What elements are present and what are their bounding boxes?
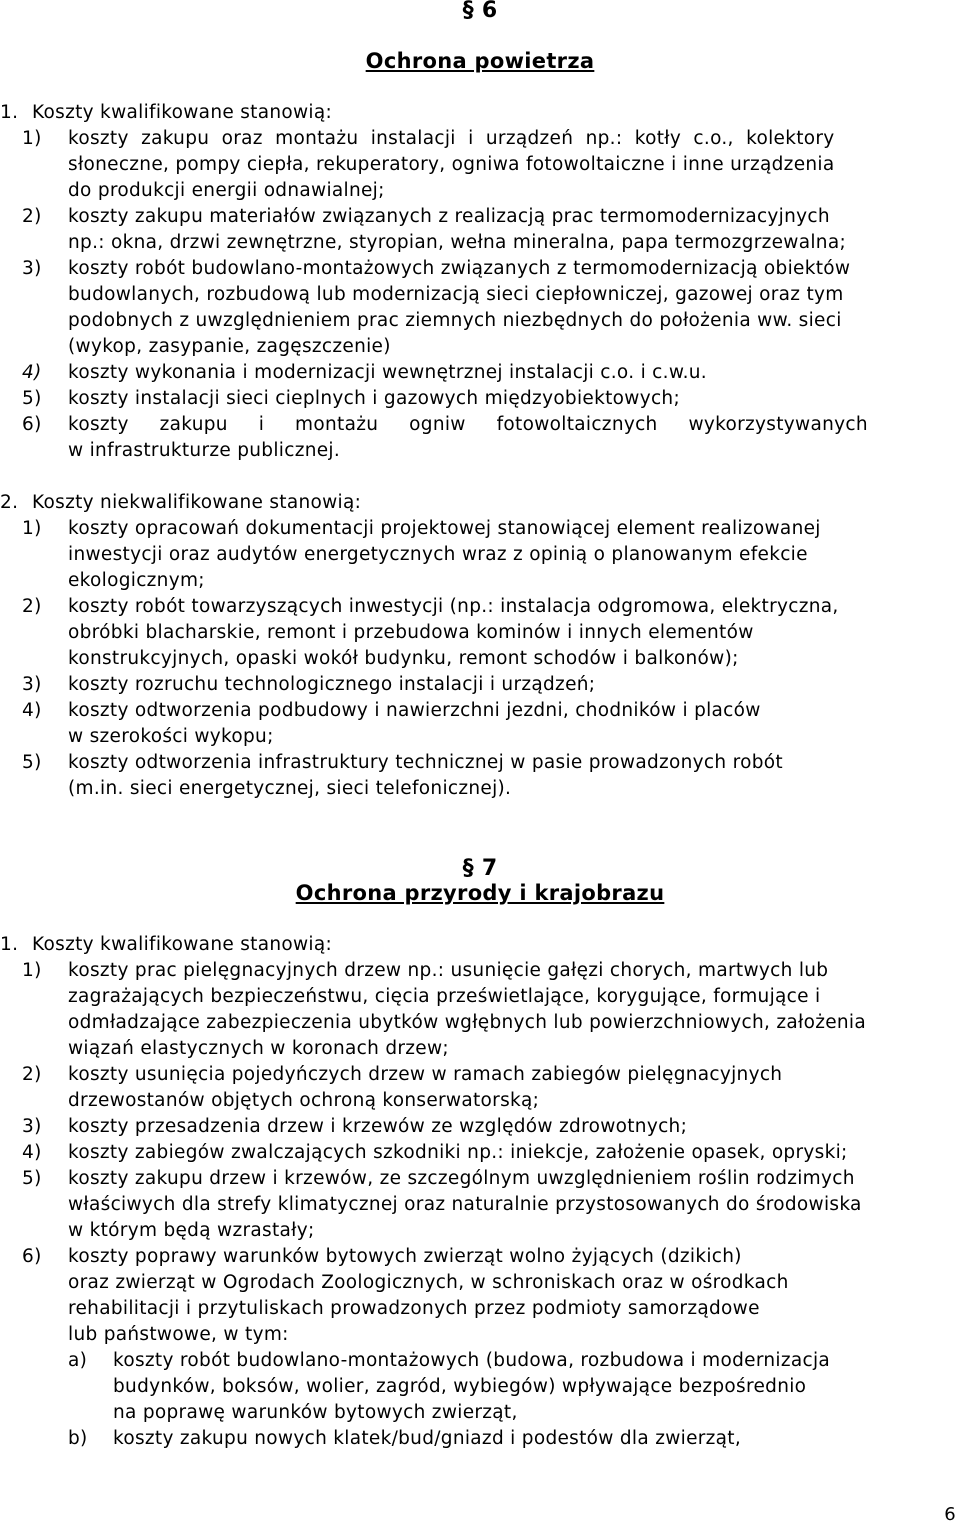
list-item: 3) koszty robót budowlano-montażowych związanych z termomodernizacją obiektów budowlanych, rozbudową lub modernizacją sieci ciepłowniczej, gazowej oraz tym podobnych z uwzględnieniem prac ziemnych niezbędnych do położenia ww. sieci (wykop, zasypanie, zagęszczenie) bbox=[22, 256, 958, 360]
section-7-title: Ochrona przyrody i krajobrazu bbox=[295, 881, 665, 905]
item-line: koszty zakupu nowych klatek/bud/gniazd i podestów dla zwierząt, bbox=[113, 1428, 742, 1449]
item-line: budowlanych, rozbudową lub modernizacją sieci ciepłowniczej, gazowej oraz tym bbox=[68, 284, 844, 305]
item-line: koszty przesadzenia drzew i krzewów ze względów zdrowotnych; bbox=[68, 1116, 688, 1137]
item-line: koszty odtworzenia podbudowy i nawierzchni jezdni, chodników i placów bbox=[68, 700, 761, 721]
list-item: 4) koszty wykonania i modernizacji wewnętrznej instalacji c.o. i c.w.u. bbox=[22, 360, 958, 386]
item-line: koszty odtworzenia infrastruktury technicznej w pasie prowadzonych robót bbox=[68, 752, 783, 773]
item-line: koszty wykonania i modernizacji wewnętrznej instalacji c.o. i c.w.u. bbox=[68, 362, 707, 383]
section-7-group-1-heading bbox=[0, 932, 332, 958]
list-item: 6) koszty poprawy warunków bytowych zwierząt wolno żyjących (dzikich) oraz zwierząt w Ogrodach Zoologicznych, w schroniskach oraz w ośrodkach rehabilitacji i przytuliskach prowadzonych przez podmioty samorządowe lub państwowe, w tym: bbox=[22, 1244, 958, 1348]
item-line: do produkcji energii odnawialnej; bbox=[68, 180, 385, 201]
item-line: budynków, boksów, wolier, zagród, wybiegów) wpływające bezpośrednio bbox=[113, 1376, 807, 1397]
item-line: koszty robót budowlano-montażowych związanych z termomodernizacją obiektów bbox=[68, 258, 851, 279]
list-item: 2) koszty zakupu materiałów związanych z realizacją prac termomodernizacyjnych np.: okna, drzwi zewnętrzne, styropian, wełna mineralna, papa termozgrzewalna; bbox=[22, 204, 958, 256]
group-number: 1. bbox=[0, 102, 19, 123]
item-line: odmładzające zabezpieczenia ubytków wgłębnych lub powierzchniowych, założenia bbox=[68, 1012, 866, 1033]
item-line: koszty rozruchu technologicznego instalacji i urządzeń; bbox=[68, 674, 596, 695]
section-6-group-1-heading bbox=[0, 100, 332, 126]
item-line: koszty opracowań dokumentacji projektowej stanowiącej element realizowanej bbox=[68, 518, 821, 539]
item-line: koszty instalacji sieci cieplnych i gazowych międzyobiektowych; bbox=[68, 388, 680, 409]
section-6-group-2-heading bbox=[0, 490, 361, 516]
item-line: koszty robót towarzyszących inwestycji (np.: instalacja odgromowa, elektryczna, bbox=[68, 596, 839, 617]
group-heading-text: Koszty kwalifikowane stanowią: bbox=[32, 102, 333, 123]
list-item: 1) koszty opracowań dokumentacji projektowej stanowiącej element realizowanej inwestycji oraz audytów energetycznych wraz z opinią o planowanym efekcie ekologicznym; bbox=[22, 516, 958, 594]
list-item: 5) koszty odtworzenia infrastruktury technicznej w pasie prowadzonych robót (m.in. sieci energetycznej, sieci telefonicznej). bbox=[22, 750, 958, 802]
section-6-title: Ochrona powietrza bbox=[365, 49, 595, 73]
item-line: ekologicznym; bbox=[68, 570, 205, 591]
list-item: 4) koszty zabiegów zwalczających szkodniki np.: iniekcje, założenie opasek, opryski; bbox=[22, 1140, 958, 1166]
item-line: koszty prac pielęgnacyjnych drzew np.: usunięcie gałęzi chorych, martwych lub bbox=[68, 960, 829, 981]
item-line: rehabilitacji i przytuliskach prowadzonych przez podmioty samorządowe bbox=[68, 1298, 760, 1319]
item-line: np.: okna, drzwi zewnętrzne, styropian, wełna mineralna, papa termozgrzewalna; bbox=[68, 232, 846, 253]
list-item: 6) koszty zakupu i montażu ogniw fotowoltaicznych wykorzystywanych w infrastrukturze publicznej. bbox=[22, 412, 958, 464]
group-number: 1. bbox=[0, 934, 19, 955]
list-item: 2) koszty robót towarzyszących inwestycji (np.: instalacja odgromowa, elektryczna, obróbki blacharskie, remont i przebudowa kominów i innych elementów konstrukcyjnych, opaski wokół budynku, remont schodów i balkonów); bbox=[22, 594, 958, 672]
item-line: w szerokości wykopu; bbox=[68, 726, 274, 747]
list-item: 1) koszty prac pielęgnacyjnych drzew np.: usunięcie gałęzi chorych, martwych lub zagrażających bezpieczeństwu, cięcia prześwietlające, korygujące, formujące i odmładzające zabezpieczenia ubytków wgłębnych lub powierzchniowych, założenia wiązań elastycznych w koronach drzew; bbox=[22, 958, 958, 1062]
list-item: 5) koszty instalacji sieci cieplnych i gazowych międzyobiektowych; bbox=[22, 386, 958, 412]
section-6-mark: § 6 bbox=[462, 0, 498, 23]
item-line: w infrastrukturze publicznej. bbox=[68, 440, 341, 461]
item-line: (wykop, zasypanie, zagęszczenie) bbox=[68, 336, 391, 357]
group-heading-text: Koszty niekwalifikowane stanowią: bbox=[32, 492, 362, 513]
group-number: 2. bbox=[0, 492, 19, 513]
item-line: zagrażających bezpieczeństwu, cięcia prześwietlające, korygujące, formujące i bbox=[68, 986, 821, 1007]
list-item: 2) koszty usunięcia pojedyńczych drzew w ramach zabiegów pielęgnacyjnych drzewostanów objętych ochroną konserwatorską; bbox=[22, 1062, 958, 1114]
item-line: obróbki blacharskie, remont i przebudowa kominów i innych elementów bbox=[68, 622, 754, 643]
item-line: inwestycji oraz audytów energetycznych wraz z opinią o planowanym efekcie bbox=[68, 544, 808, 565]
item-line: koszty zakupu materiałów związanych z realizacją prac termomodernizacyjnych bbox=[68, 206, 830, 227]
item-line: koszty usunięcia pojedyńczych drzew w ramach zabiegów pielęgnacyjnych bbox=[68, 1064, 783, 1085]
item-line: podobnych z uwzględnieniem prac ziemnych niezbędnych do położenia ww. sieci bbox=[68, 310, 842, 331]
item-line: słoneczne, pompy ciepła, rekuperatory, ogniwa fotowoltaiczne i inne urządzenia bbox=[68, 154, 835, 175]
item-line: właściwych dla strefy klimatycznej oraz naturalnie przystosowanych do środowiska bbox=[68, 1194, 862, 1215]
sub-list-item: a) koszty robót budowlano-montażowych (budowa, rozbudowa i modernizacja budynków, boksów, wolier, zagród, wybiegów) wpływające bezpośrednio na poprawę warunków bytowych zwierząt, bbox=[68, 1348, 958, 1426]
item-line: na poprawę warunków bytowych zwierząt, bbox=[113, 1402, 518, 1423]
item-line: koszty zabiegów zwalczających szkodniki np.: iniekcje, założenie opasek, opryski; bbox=[68, 1142, 848, 1163]
item-line: w którym będą wzrastały; bbox=[68, 1220, 315, 1241]
item-line: oraz zwierząt w Ogrodach Zoologicznych, w schroniskach oraz w ośrodkach bbox=[68, 1272, 789, 1293]
section-7-mark: § 7 bbox=[462, 856, 498, 881]
sub-list-item: b) koszty zakupu nowych klatek/bud/gniazd i podestów dla zwierząt, bbox=[68, 1426, 958, 1452]
list-item: 3) koszty rozruchu technologicznego instalacji i urządzeń; bbox=[22, 672, 958, 698]
list-item: 3) koszty przesadzenia drzew i krzewów ze względów zdrowotnych; bbox=[22, 1114, 958, 1140]
item-line: koszty zakupu i montażu ogniw fotowoltaicznych wykorzystywanych bbox=[68, 414, 868, 435]
item-line: koszty poprawy warunków bytowych zwierząt wolno żyjących (dzikich) bbox=[68, 1246, 742, 1267]
item-line: koszty zakupu oraz montażu instalacji i urządzeń np.: kotły c.o., kolektory bbox=[68, 128, 835, 149]
item-line: koszty zakupu drzew i krzewów, ze szczególnym uwzględnieniem roślin rodzimych bbox=[68, 1168, 855, 1189]
item-line: (m.in. sieci energetycznej, sieci telefonicznej). bbox=[68, 778, 512, 799]
list-item: 5) koszty zakupu drzew i krzewów, ze szczególnym uwzględnieniem roślin rodzimych właściwych dla strefy klimatycznej oraz naturalnie przystosowanych do środowiska w którym będą wzrastały; bbox=[22, 1166, 958, 1244]
item-line: lub państwowe, w tym: bbox=[68, 1324, 289, 1345]
item-line: wiązań elastycznych w koronach drzew; bbox=[68, 1038, 449, 1059]
item-line: konstrukcyjnych, opaski wokół budynku, remont schodów i balkonów); bbox=[68, 648, 739, 669]
item-line: drzewostanów objętych ochroną konserwatorską; bbox=[68, 1090, 540, 1111]
page-number: 6 bbox=[944, 1504, 956, 1525]
list-item: 1) koszty zakupu oraz montażu instalacji i urządzeń np.: kotły c.o., kolektory słoneczne, pompy ciepła, rekuperatory, ogniwa fotowoltaiczne i inne urządzenia do produkcji energii odnawialnej; bbox=[22, 126, 958, 204]
item-line: koszty robót budowlano-montażowych (budowa, rozbudowa i modernizacja bbox=[113, 1350, 831, 1371]
list-item: 4) koszty odtworzenia podbudowy i nawierzchni jezdni, chodników i placów w szerokości wykopu; bbox=[22, 698, 958, 750]
group-heading-text: Koszty kwalifikowane stanowią: bbox=[32, 934, 333, 955]
